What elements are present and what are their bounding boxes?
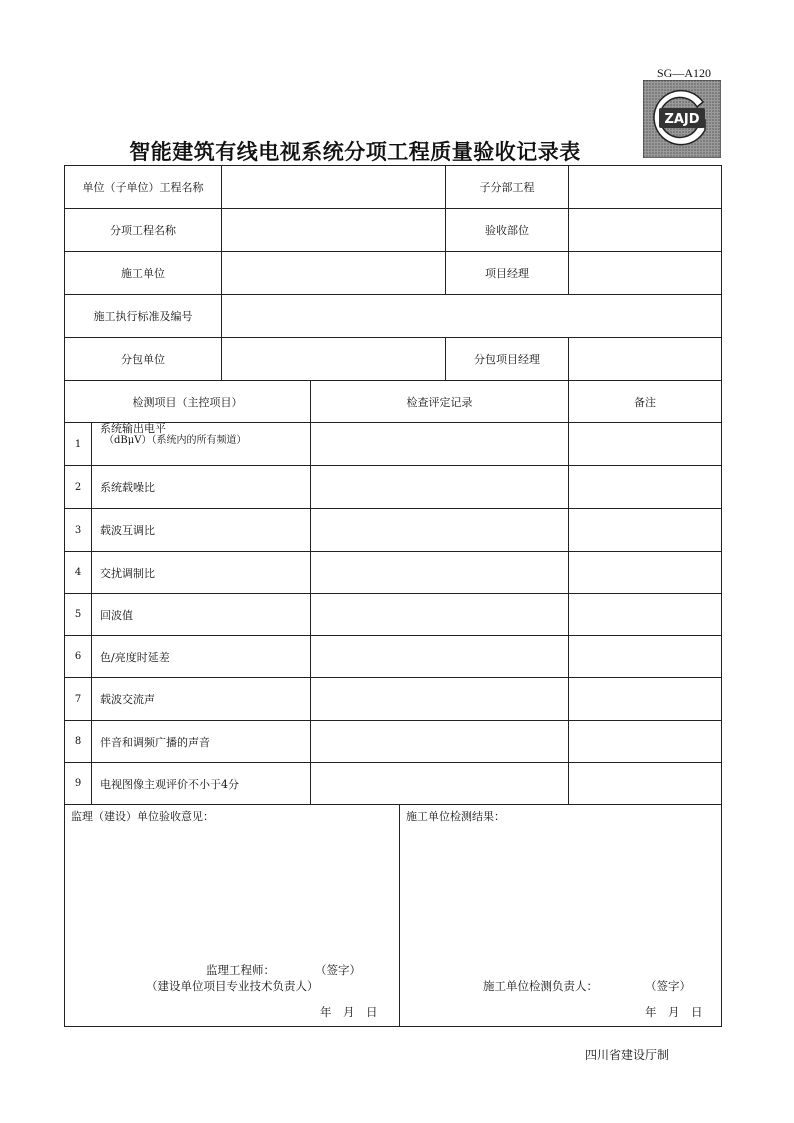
row-number: 6: [64, 635, 92, 678]
record-field[interactable]: [310, 720, 569, 763]
subcontract-manager-label: 分包项目经理: [445, 337, 569, 381]
remark-field[interactable]: [568, 422, 722, 466]
detection-item: 系统载噪比: [91, 465, 311, 509]
zajd-logo: [643, 80, 721, 158]
col-record-header: 检查评定记录: [310, 380, 569, 423]
detection-item: 交扰调制比: [91, 551, 311, 594]
row-number: 8: [64, 720, 92, 763]
record-field[interactable]: [310, 508, 569, 552]
subcontractor-label: 分包单位: [64, 337, 222, 381]
sign-label: （签字）: [645, 979, 691, 993]
construction-result-label: 施工单位检测结果：: [406, 810, 505, 823]
detection-item-name: 系统输出电平: [100, 422, 166, 435]
sub-division-label: 子分部工程: [445, 165, 569, 209]
construction-unit-field[interactable]: [221, 251, 446, 295]
detection-item: 电视图像主观评价不小于4分: [91, 762, 311, 805]
remark-field[interactable]: [568, 635, 722, 678]
record-field[interactable]: [310, 551, 569, 594]
detection-item: 色/亮度时延差: [91, 635, 311, 678]
unit-project-field[interactable]: [221, 165, 446, 209]
acceptance-part-field[interactable]: [568, 208, 722, 252]
logo-text: ZAJD: [664, 112, 700, 127]
record-field[interactable]: [310, 677, 569, 721]
remark-field[interactable]: [568, 465, 722, 509]
sub-item-label: 分项工程名称: [64, 208, 222, 252]
project-manager-field[interactable]: [568, 251, 722, 295]
remark-field[interactable]: [568, 720, 722, 763]
record-field[interactable]: [310, 635, 569, 678]
date-label: 年 月 日: [645, 1005, 703, 1019]
col-remark-header: 备注: [568, 380, 722, 423]
detection-item-unit: （dBμV）（系统内的所有频道）: [104, 435, 247, 446]
supervisor-label: 监理工程师：: [206, 963, 275, 977]
remark-field[interactable]: [568, 677, 722, 721]
detection-item: 载波交流声: [91, 677, 311, 721]
record-field[interactable]: [310, 762, 569, 805]
sub-division-field[interactable]: [568, 165, 722, 209]
col-item-header: 检测项目（主控项目）: [64, 380, 311, 423]
record-field[interactable]: [310, 422, 569, 466]
date-label: 年 月 日: [320, 1005, 378, 1019]
subcontractor-field[interactable]: [221, 337, 446, 381]
acceptance-part-label: 验收部位: [445, 208, 569, 252]
row-number: 9: [64, 762, 92, 805]
remark-field[interactable]: [568, 593, 722, 636]
issuer-footer: 四川省建设厅制: [585, 1048, 670, 1062]
project-manager-label: 项目经理: [445, 251, 569, 295]
sign-label: （签字）: [315, 963, 361, 977]
detection-item: 载波互调比: [91, 508, 311, 552]
standard-field[interactable]: [221, 294, 722, 338]
form-code: SG—A120: [656, 66, 711, 80]
row-number: 2: [64, 465, 92, 509]
record-field[interactable]: [310, 593, 569, 636]
detection-item: [91, 422, 311, 466]
construction-unit-label: 施工单位: [64, 251, 222, 295]
remark-field[interactable]: [568, 551, 722, 594]
row-number: 7: [64, 677, 92, 721]
detection-item: 回波值: [91, 593, 311, 636]
record-field[interactable]: [310, 465, 569, 509]
row-number: 3: [64, 508, 92, 552]
remark-field[interactable]: [568, 762, 722, 805]
standard-label: 施工执行标准及编号: [64, 294, 222, 338]
row-number: 5: [64, 593, 92, 636]
row-number: 4: [64, 551, 92, 594]
subcontract-manager-field[interactable]: [568, 337, 722, 381]
page-title: 智能建筑有线电视系统分项工程质量验收记录表: [129, 140, 581, 164]
sub-item-field[interactable]: [221, 208, 446, 252]
unit-project-label: 单位（子单位）工程名称: [64, 165, 222, 209]
remark-field[interactable]: [568, 508, 722, 552]
supervision-opinion-label: 监理（建设）单位验收意见：: [71, 810, 214, 823]
supervisor-alt-label: （建设单位项目专业技术负责人）: [146, 979, 319, 993]
row-number: 1: [64, 422, 92, 466]
detection-item: 伴音和调频广播的声音: [91, 720, 311, 763]
inspector-label: 施工单位检测负责人：: [483, 979, 598, 993]
